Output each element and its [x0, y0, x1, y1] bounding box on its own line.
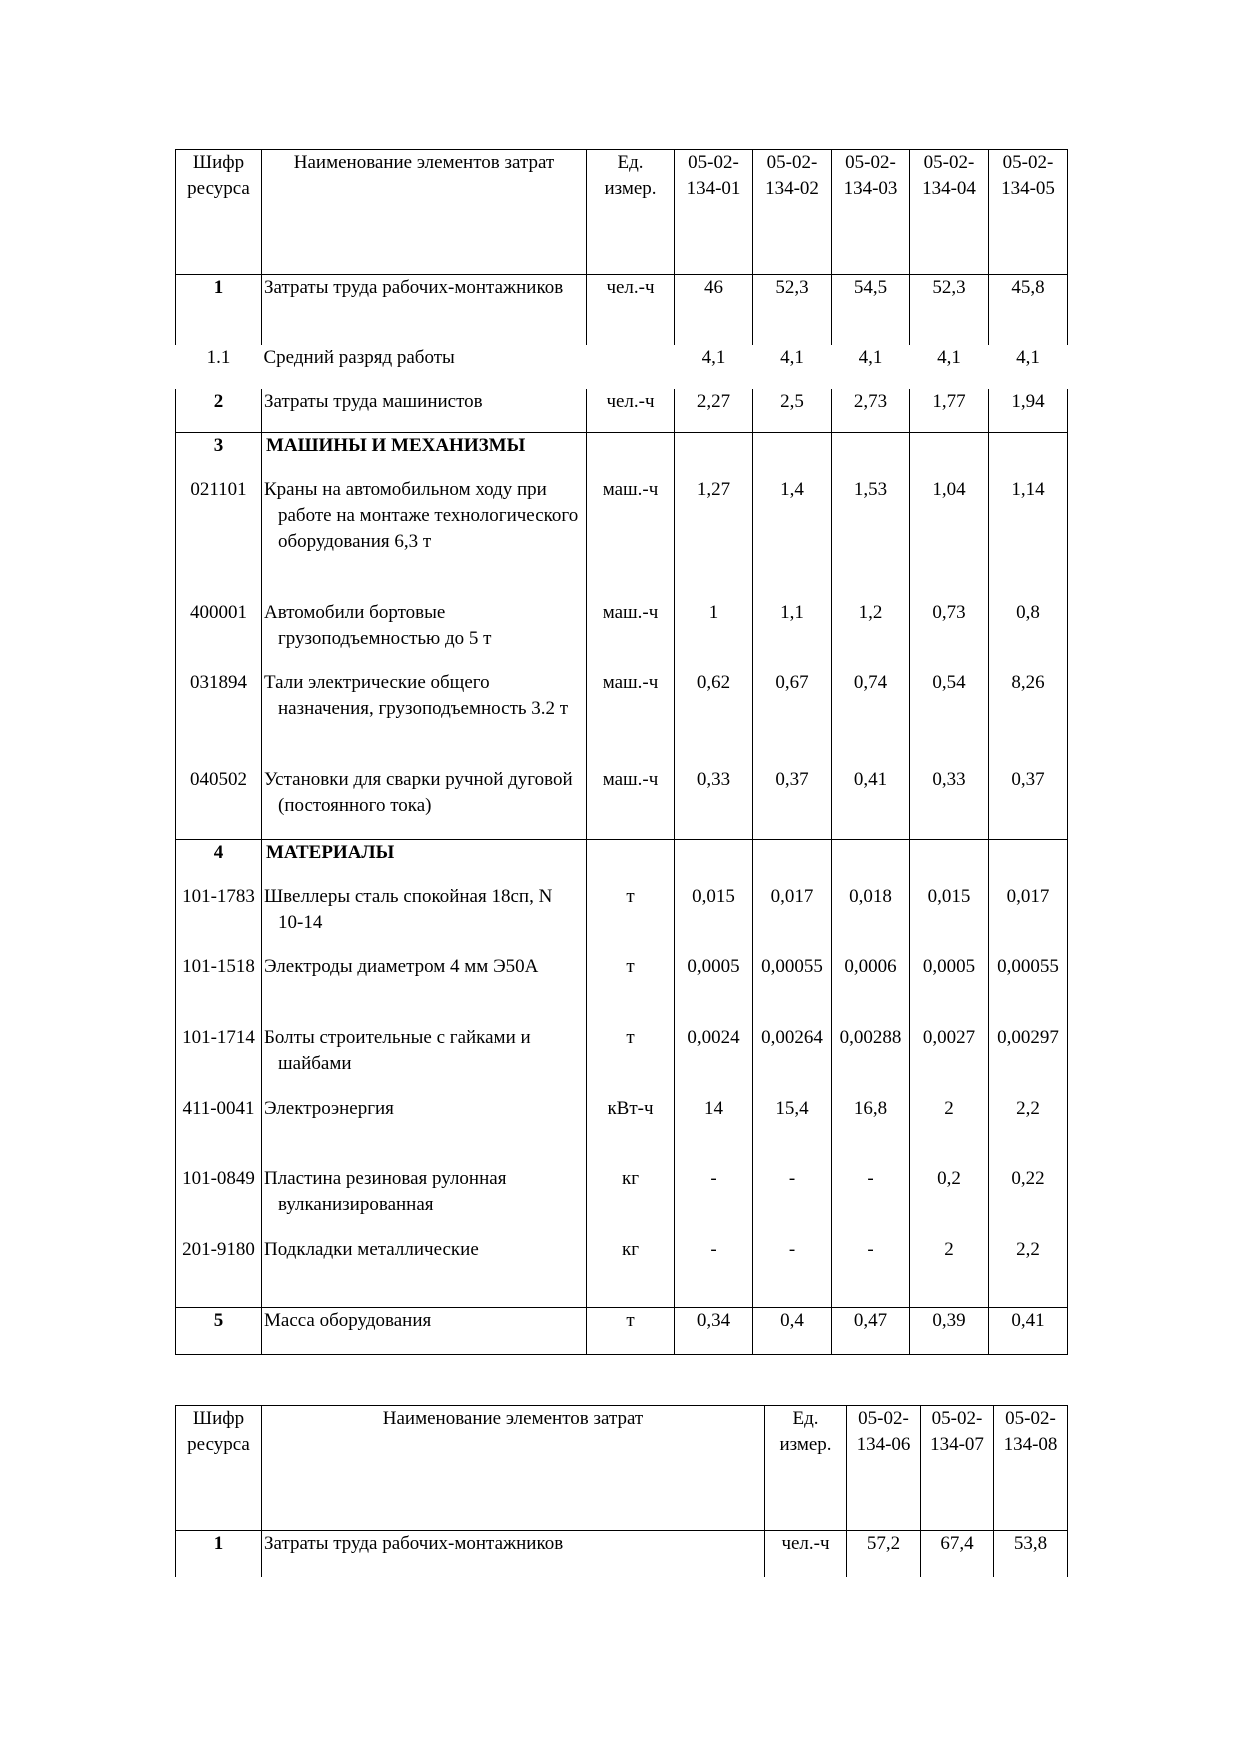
row-name: Подкладки металлические — [262, 1237, 587, 1308]
row-unit: кг — [587, 1166, 675, 1237]
resource-table-2 — [175, 1405, 1068, 1577]
row-name: Швеллеры сталь спокойная 18сп, N 10-14 — [262, 884, 587, 954]
row-value: 0,017 — [753, 884, 832, 954]
resource-table-1 — [175, 149, 1068, 1355]
header-col-5: 05-02-134-05 — [989, 150, 1068, 275]
row-value: 0,41 — [989, 1308, 1068, 1355]
table-header-row — [176, 1406, 1068, 1531]
row-unit: чел.-ч — [587, 389, 675, 433]
section-row — [176, 433, 1068, 477]
row-value: 0,2 — [910, 1166, 989, 1237]
row-value: - — [832, 1237, 910, 1308]
row-code: 400001 — [176, 600, 262, 670]
row-code: 101-1783 — [176, 884, 262, 954]
row-value: 2,73 — [832, 389, 910, 433]
row-name: Установки для сварки ручной дуговой (постоянного тока) — [262, 767, 587, 840]
row-value: - — [753, 1166, 832, 1237]
section-row — [176, 840, 1068, 884]
row-value: 57,2 — [847, 1531, 921, 1577]
row-name: Масса оборудования — [262, 1308, 587, 1355]
header-col-4: 05-02-134-04 — [910, 150, 989, 275]
row-value: 1,04 — [910, 477, 989, 600]
table-row — [176, 1308, 1068, 1355]
row-name: Средний разряд работы — [263, 346, 455, 368]
header-code: Шифр ресурса — [176, 150, 262, 275]
row-value: 1,27 — [675, 477, 753, 600]
header-col-2: 05-02-134-02 — [753, 150, 832, 275]
row-name: Электроды диаметром 4 мм Э50А — [262, 954, 587, 1025]
table-row — [176, 1237, 1068, 1308]
row-name: Краны на автомобильном ходу при работе на монтаже технологического оборудования 6,3 т — [262, 477, 587, 600]
row-value: 1,77 — [910, 389, 989, 433]
row-value: 1,4 — [753, 477, 832, 600]
row-value: 2,5 — [753, 389, 832, 433]
row-value: 4,1 — [701, 346, 726, 368]
row-code: 031894 — [176, 670, 262, 767]
row-value: 8,26 — [989, 670, 1068, 767]
header-code: Шифр ресурса — [176, 1406, 262, 1531]
row-value: 1,94 — [989, 389, 1068, 433]
table-row — [176, 767, 1068, 840]
row-value: 54,5 — [832, 275, 910, 345]
row-value: 0,018 — [832, 884, 910, 954]
row-value: 0,00288 — [832, 1025, 910, 1096]
row-name: Затраты труда рабочих-монтажников — [262, 275, 587, 345]
row-value: 0,74 — [832, 670, 910, 767]
row-name: Болты строительные с гайками и шайбами — [262, 1025, 587, 1096]
row-value: - — [753, 1237, 832, 1308]
table-row — [176, 345, 1068, 389]
row-code: 101-1714 — [176, 1025, 262, 1096]
row-unit: т — [587, 954, 675, 1025]
row-value: 0,00055 — [753, 954, 832, 1025]
row-value: 45,8 — [989, 275, 1068, 345]
row-value: 15,4 — [753, 1096, 832, 1166]
table-row — [176, 954, 1068, 1025]
row-value: 53,8 — [994, 1531, 1068, 1577]
row-value: 2,27 — [675, 389, 753, 433]
row-code: 101-0849 — [176, 1166, 262, 1237]
row-unit: т — [587, 1025, 675, 1096]
row-value: 0,67 — [753, 670, 832, 767]
section-code: 3 — [176, 433, 262, 477]
table-row — [176, 1531, 1068, 1577]
row-value: 0,39 — [910, 1308, 989, 1355]
row-unit: чел.-ч — [587, 275, 675, 345]
row-value: 16,8 — [832, 1096, 910, 1166]
table-row — [176, 884, 1068, 954]
row-value: 2,2 — [989, 1096, 1068, 1166]
row-value: 52,3 — [910, 275, 989, 345]
row-value: 0,017 — [989, 884, 1068, 954]
row-value: 1 — [675, 600, 753, 670]
table-row — [176, 477, 1068, 600]
row-value: 1,53 — [832, 477, 910, 600]
row-value: 0,47 — [832, 1308, 910, 1355]
row-name: Электроэнергия — [262, 1096, 587, 1166]
table-row — [176, 1166, 1068, 1237]
row-code: 040502 — [176, 767, 262, 840]
row-value: 0,0005 — [675, 954, 753, 1025]
row-value: 0,015 — [910, 884, 989, 954]
row-unit: кг — [587, 1237, 675, 1308]
table-row — [176, 389, 1068, 433]
row-value: - — [675, 1237, 753, 1308]
row-unit: маш.-ч — [587, 477, 675, 600]
row-unit: чел.-ч — [765, 1531, 847, 1577]
row-value: - — [675, 1166, 753, 1237]
row-value: 4,1 — [937, 346, 961, 368]
row-value: 2 — [910, 1096, 989, 1166]
row-name: Затраты труда машинистов — [262, 389, 587, 433]
row-unit: кВт-ч — [587, 1096, 675, 1166]
row-value: 1,2 — [832, 600, 910, 670]
row-value: 4,1 — [1016, 346, 1040, 368]
row-unit: т — [587, 1308, 675, 1355]
row-code: 1.1 — [206, 346, 231, 368]
row-value: 0,015 — [675, 884, 753, 954]
row-code: 1 — [176, 275, 262, 345]
row-value: 0,41 — [832, 767, 910, 840]
row-unit: маш.-ч — [587, 600, 675, 670]
row-value: - — [832, 1166, 910, 1237]
table-row — [176, 1096, 1068, 1166]
row-value: 0,22 — [989, 1166, 1068, 1237]
row-value: 0,00297 — [989, 1025, 1068, 1096]
table-row — [176, 1025, 1068, 1096]
row-name: Затраты труда рабочих-монтажников — [262, 1531, 765, 1577]
row-value: 0,0027 — [910, 1025, 989, 1096]
row-value: 0,00055 — [989, 954, 1068, 1025]
row-code: 5 — [176, 1308, 262, 1355]
row-name: Пластина резиновая рулонная вулканизированная — [262, 1166, 587, 1237]
table-row — [176, 670, 1068, 767]
row-code: 021101 — [176, 477, 262, 600]
section-title: МАТЕРИАЛЫ — [262, 840, 587, 884]
header-col-6: 05-02-134-06 — [847, 1406, 921, 1531]
header-col-3: 05-02-134-03 — [832, 150, 910, 275]
row-value: 0,00264 — [753, 1025, 832, 1096]
row-code: 201-9180 — [176, 1237, 262, 1308]
row-value: 0,8 — [989, 600, 1068, 670]
row-unit — [587, 345, 675, 389]
header-unit: Ед. измер. — [587, 150, 675, 275]
row-code: 411-0041 — [176, 1096, 262, 1166]
header-col-1: 05-02-134-01 — [675, 150, 753, 275]
row-name: Автомобили бортовые грузоподъемностью до 5 т — [262, 600, 587, 670]
table-header-row — [176, 150, 1068, 275]
row-unit: маш.-ч — [587, 670, 675, 767]
section-title: МАШИНЫ И МЕХАНИЗМЫ — [262, 433, 587, 477]
header-col-8: 05-02-134-08 — [994, 1406, 1068, 1531]
row-value: 52,3 — [753, 275, 832, 345]
row-value: 0,33 — [910, 767, 989, 840]
header-unit: Ед. измер. — [765, 1406, 847, 1531]
row-value: 0,4 — [753, 1308, 832, 1355]
row-name: Тали электрические общего назначения, грузоподъемность 3.2 т — [262, 670, 587, 767]
row-value: 0,34 — [675, 1308, 753, 1355]
row-value: 4,1 — [780, 346, 804, 368]
row-value: 0,54 — [910, 670, 989, 767]
row-unit: маш.-ч — [587, 767, 675, 840]
table-row — [176, 600, 1068, 670]
row-value: 67,4 — [921, 1531, 994, 1577]
row-unit: т — [587, 884, 675, 954]
row-code: 1 — [176, 1531, 262, 1577]
row-value: 0,0024 — [675, 1025, 753, 1096]
row-value: 4,1 — [858, 346, 883, 368]
row-code: 101-1518 — [176, 954, 262, 1025]
header-col-7: 05-02-134-07 — [921, 1406, 994, 1531]
table-row — [176, 275, 1068, 345]
header-name: Наименование элементов затрат — [262, 150, 587, 275]
row-value: 46 — [675, 275, 753, 345]
row-value: 0,73 — [910, 600, 989, 670]
row-value: 0,0005 — [910, 954, 989, 1025]
row-value: 2,2 — [989, 1237, 1068, 1308]
section-code: 4 — [176, 840, 262, 884]
row-value: 2 — [910, 1237, 989, 1308]
row-code: 2 — [176, 389, 262, 433]
row-value: 0,37 — [989, 767, 1068, 840]
row-value: 1,1 — [753, 600, 832, 670]
row-value: 1,14 — [989, 477, 1068, 600]
row-value: 14 — [675, 1096, 753, 1166]
row-value: 0,0006 — [832, 954, 910, 1025]
header-name: Наименование элементов затрат — [262, 1406, 765, 1531]
row-value: 0,37 — [753, 767, 832, 840]
row-value: 0,33 — [675, 767, 753, 840]
row-value: 0,62 — [675, 670, 753, 767]
